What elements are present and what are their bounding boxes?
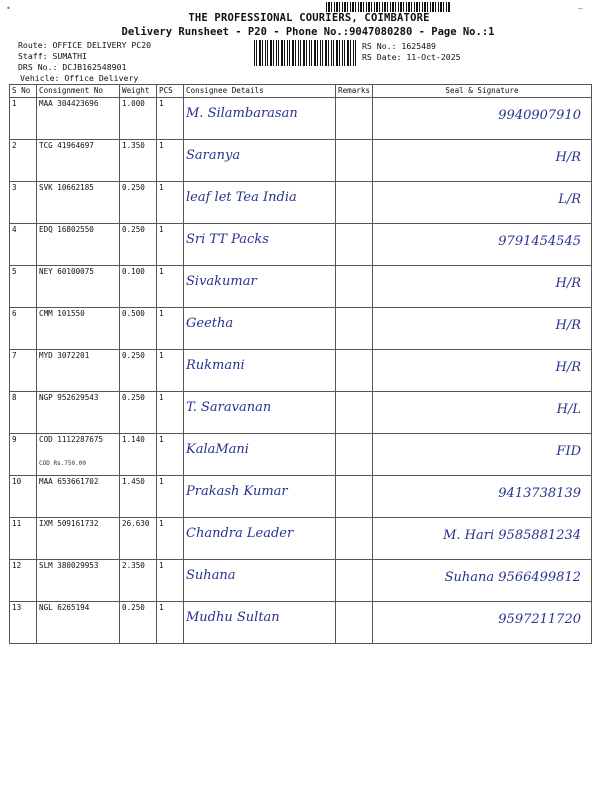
row-seal-cell	[373, 434, 592, 476]
col-header-weight: Weight	[120, 85, 157, 98]
row-sno: 13	[10, 602, 37, 644]
row-seal-cell	[373, 602, 592, 644]
row-consignment-cell	[37, 224, 120, 266]
staff-label: Staff: SUMATHI	[18, 51, 88, 61]
row-sno: 7	[10, 350, 37, 392]
table-row	[10, 140, 592, 182]
row-pcs: 1	[157, 602, 184, 644]
corner-mark-right: —	[578, 4, 583, 13]
table-row	[10, 434, 592, 476]
row-seal-cell	[373, 560, 592, 602]
row-sno: 4	[10, 224, 37, 266]
runsheet-table	[9, 84, 592, 644]
row-sno: 9	[10, 434, 37, 476]
row-consignment-cell	[37, 392, 120, 434]
table-row	[10, 392, 592, 434]
row-pcs: 1	[157, 98, 184, 140]
row-weight: 1.000	[120, 98, 157, 140]
col-header-consignee: Consignee Details	[184, 85, 336, 98]
row-remarks	[336, 518, 373, 560]
row-consignee-cell	[184, 518, 336, 560]
row-consignment-cell	[37, 350, 120, 392]
row-consignee-handwritten: Suhana	[186, 568, 236, 583]
table-row	[10, 518, 592, 560]
row-consignment-no: IXM 509161732	[39, 519, 99, 528]
company-name: THE PROFESSIONAL COURIERS, COIMBATORE	[188, 12, 430, 24]
row-consignment-no: MAA 653661702	[39, 477, 99, 486]
row-sno: 12	[10, 560, 37, 602]
row-consignment-cell	[37, 98, 120, 140]
row-remarks	[336, 434, 373, 476]
row-consignment-cell	[37, 434, 120, 476]
row-remarks	[336, 266, 373, 308]
row-remarks	[336, 392, 373, 434]
row-consignee-cell	[184, 602, 336, 644]
row-remarks	[336, 140, 373, 182]
rs-date: RS Date: 11-Oct-2025	[362, 52, 461, 62]
table-row	[10, 182, 592, 224]
row-seal-cell	[373, 392, 592, 434]
row-remarks	[336, 602, 373, 644]
row-pcs: 1	[157, 266, 184, 308]
row-sno: 3	[10, 182, 37, 224]
row-consignment-no: SVK 10662185	[39, 183, 94, 192]
row-consignee-cell	[184, 392, 336, 434]
row-consignment-no: MAA 304423696	[39, 99, 99, 108]
row-consignee-handwritten: Mudhu Sultan	[186, 610, 280, 625]
row-pcs: 1	[157, 434, 184, 476]
row-seal-signature: FID	[556, 444, 581, 459]
row-pcs: 1	[157, 476, 184, 518]
row-consignee-cell	[184, 140, 336, 182]
row-seal-cell	[373, 266, 592, 308]
row-seal-signature: Suhana 9566499812	[444, 570, 581, 585]
row-seal-signature: H/R	[555, 360, 581, 375]
row-consignee-handwritten: Rukmani	[186, 358, 245, 373]
row-seal-cell	[373, 224, 592, 266]
col-header-sno: S No	[10, 85, 37, 98]
row-sno: 11	[10, 518, 37, 560]
row-consignee-cell	[184, 350, 336, 392]
row-pcs: 1	[157, 182, 184, 224]
row-seal-signature: 9940907910	[498, 108, 581, 123]
row-consignment-cell	[37, 560, 120, 602]
row-seal-signature: H/R	[555, 318, 581, 333]
row-consignment-no: COD 1112287675	[39, 435, 104, 444]
col-header-pcs: PCS	[157, 85, 184, 98]
row-seal-signature: 9413738139	[498, 486, 581, 501]
row-remarks	[336, 98, 373, 140]
row-pcs: 1	[157, 350, 184, 392]
row-seal-signature: H/R	[555, 276, 581, 291]
col-header-remarks: Remarks	[336, 85, 373, 98]
row-weight: 0.100	[120, 266, 157, 308]
row-weight: 0.250	[120, 182, 157, 224]
row-consignee-cell	[184, 434, 336, 476]
table-row	[10, 602, 592, 644]
row-weight: 1.140	[120, 434, 157, 476]
row-remarks	[336, 560, 373, 602]
drs-number: DRS No.: DCJB162548901	[18, 62, 127, 72]
row-weight: 1.350	[120, 140, 157, 182]
row-remarks	[336, 308, 373, 350]
row-seal-cell	[373, 350, 592, 392]
row-consignment-cell	[37, 476, 120, 518]
row-consignee-cell	[184, 560, 336, 602]
row-consignee-handwritten: Geetha	[186, 316, 234, 331]
row-seal-cell	[373, 140, 592, 182]
row-consignment-cell	[37, 602, 120, 644]
row-remarks	[336, 476, 373, 518]
row-consignee-handwritten: Saranya	[186, 148, 241, 163]
row-consignee-handwritten: KalaMani	[186, 442, 249, 457]
row-consignee-cell	[184, 98, 336, 140]
row-pcs: 1	[157, 140, 184, 182]
row-consignment-no: EDQ 16802550	[39, 225, 94, 234]
row-pcs: 1	[157, 518, 184, 560]
row-consignee-handwritten: Sri TT Packs	[186, 232, 269, 247]
table-row	[10, 224, 592, 266]
row-consignment-cell	[37, 308, 120, 350]
row-consignee-handwritten: Sivakumar	[186, 274, 257, 289]
row-consignment-no: NGP 952629543	[39, 393, 99, 402]
row-sno: 5	[10, 266, 37, 308]
table-header-row	[10, 85, 592, 98]
row-seal-signature: 9597211720	[498, 612, 581, 627]
row-seal-cell	[373, 98, 592, 140]
row-seal-cell	[373, 476, 592, 518]
row-cod-amount: COD Rs.750.00	[39, 460, 86, 467]
table-row	[10, 350, 592, 392]
row-weight: 0.250	[120, 350, 157, 392]
row-consignee-handwritten: Prakash Kumar	[186, 484, 288, 499]
header-barcode	[326, 2, 450, 12]
row-seal-cell	[373, 518, 592, 560]
row-consignee-handwritten: leaf let Tea India	[186, 190, 297, 205]
row-consignment-no: TCG 41964697	[39, 141, 94, 150]
row-remarks	[336, 182, 373, 224]
row-seal-signature: H/R	[555, 150, 581, 165]
row-consignee-handwritten: M. Silambarasan	[186, 106, 298, 121]
row-sno: 8	[10, 392, 37, 434]
row-consignment-no: MYD 3072201	[39, 351, 90, 360]
row-consignment-cell	[37, 182, 120, 224]
row-seal-cell	[373, 308, 592, 350]
row-consignment-no: NEY 60100075	[39, 267, 94, 276]
table-row	[10, 560, 592, 602]
row-weight: 1.450	[120, 476, 157, 518]
route-label: Route: OFFICE DELIVERY PC20	[18, 40, 152, 50]
col-header-consignment: Consignment No	[37, 85, 120, 98]
row-sno: 10	[10, 476, 37, 518]
row-seal-signature: L/R	[558, 192, 581, 207]
vehicle-label: Vehicle: Office Delivery	[20, 73, 139, 83]
row-seal-signature: H/L	[556, 402, 581, 417]
row-weight: 0.250	[120, 602, 157, 644]
row-consignment-no: NGL 6265194	[39, 603, 90, 612]
table-row	[10, 308, 592, 350]
row-seal-cell	[373, 182, 592, 224]
table-row	[10, 98, 592, 140]
row-pcs: 1	[157, 224, 184, 266]
row-weight: 0.250	[120, 224, 157, 266]
row-seal-signature: M. Hari 9585881234	[443, 528, 581, 543]
row-consignee-cell	[184, 308, 336, 350]
row-consignment-cell	[37, 518, 120, 560]
drs-barcode	[254, 40, 356, 66]
rs-number: RS No.: 1625489	[362, 41, 436, 51]
corner-mark-left: •	[6, 4, 11, 13]
row-consignee-handwritten: T. Saravanan	[186, 400, 272, 415]
table-row	[10, 266, 592, 308]
row-sno: 6	[10, 308, 37, 350]
table-row	[10, 476, 592, 518]
row-consignment-no: SLM 380029953	[39, 561, 99, 570]
row-sno: 2	[10, 140, 37, 182]
row-consignment-no: CMM 101550	[39, 309, 85, 318]
row-weight: 2.350	[120, 560, 157, 602]
row-seal-signature: 9791454545	[498, 234, 581, 249]
row-remarks	[336, 224, 373, 266]
row-consignee-cell	[184, 266, 336, 308]
row-pcs: 1	[157, 560, 184, 602]
col-header-seal: Seal & Signature	[373, 85, 592, 98]
row-consignment-cell	[37, 140, 120, 182]
runsheet-title: Delivery Runsheet - P20 - Phone No.:9047080280 - Page No.:1	[121, 26, 495, 38]
row-weight: 0.250	[120, 392, 157, 434]
row-remarks	[336, 350, 373, 392]
row-weight: 0.500	[120, 308, 157, 350]
row-consignee-handwritten: Chandra Leader	[186, 526, 294, 541]
row-consignee-cell	[184, 476, 336, 518]
row-consignee-cell	[184, 182, 336, 224]
row-pcs: 1	[157, 392, 184, 434]
row-sno: 1	[10, 98, 37, 140]
row-consignee-cell	[184, 224, 336, 266]
row-consignment-cell	[37, 266, 120, 308]
row-pcs: 1	[157, 308, 184, 350]
row-weight: 26.630	[120, 518, 157, 560]
